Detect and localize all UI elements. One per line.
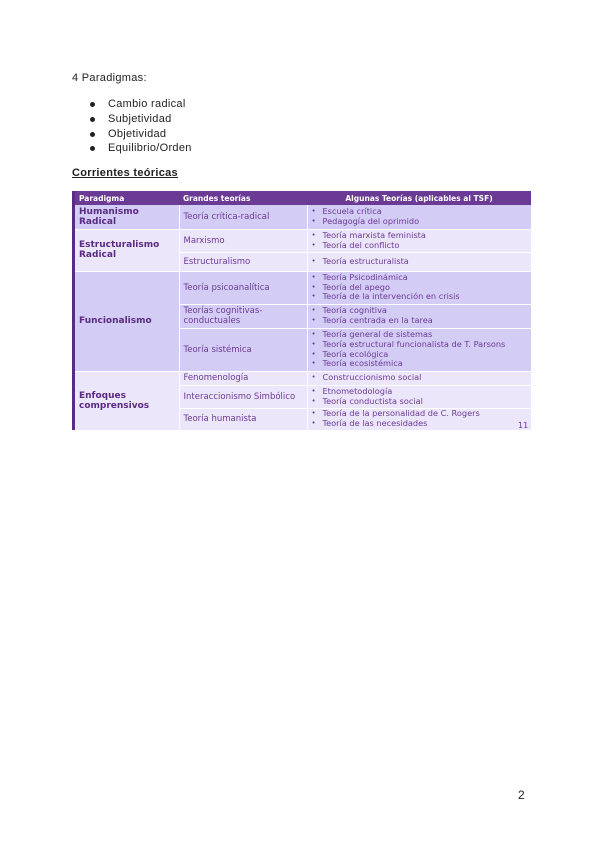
slide-number: 11 [518,421,529,430]
list-item: • Etnometodología [312,387,528,397]
table-row [75,271,531,304]
algunas-cell [307,328,531,371]
header-paradigma: Paradigma [75,191,179,205]
list-item: • Teoría de las necesidades [312,419,528,429]
teoria-cell: Teorías cognitivas-conductuales [179,304,307,328]
list-item: • Teoría cognitiva [312,306,528,316]
algunas-cell [307,205,531,229]
list-item: • Teoría Psicodinámica [312,273,528,283]
list-item: • Teoría centrada en la tarea [312,316,528,326]
theories-table-image [72,191,531,430]
paradigma-estructuralismo: Estructuralismo Radical [75,229,179,271]
section-title: Corrientes teóricas [72,167,178,179]
paradigms-list [90,97,192,156]
list-item: • Teoría del conflicto [312,241,528,251]
teoria-cell: Teoría psicoanalítica [179,271,307,304]
teoria-cell: Teoría humanista [179,408,307,430]
algunas-cell [307,304,531,328]
paradigma-funcionalismo: Funcionalismo [75,271,179,371]
page-number: 2 [518,788,525,802]
list-item: • Teoría general de sistemas [312,330,528,340]
table-row [75,205,531,229]
teoria-cell: Interaccionismo Simbólico [179,385,307,408]
list-item: • Escuela crítica [312,207,528,217]
table-header-row [75,191,531,205]
table-row [75,371,531,385]
list-item: Objetividad [90,127,192,142]
header-algunas-teorias: Algunas Teorías (aplicables al TSF) [307,191,531,205]
list-item: • Teoría marxista feminista [312,231,528,241]
teoria-cell: Estructuralismo [179,252,307,271]
header-grandes-teorias: Grandes teorías [179,191,307,205]
algunas-cell [307,371,531,385]
algunas-cell [307,271,531,304]
intro-text: 4 Paradigmas: [72,72,147,84]
list-item: Equilibrio/Orden [90,141,192,156]
list-item: • Teoría ecosistémica [312,359,528,369]
list-item: • Teoría estructural funcionalista de T. Parsons [312,340,528,350]
list-item: Subjetividad [90,112,192,127]
algunas-cell [307,252,531,271]
list-item: • Construccionismo social [312,373,528,383]
teoria-cell: Teoría sistémica [179,328,307,371]
list-item: Cambio radical [90,97,192,112]
list-item: • Teoría ecológica [312,350,528,360]
table-row [75,229,531,252]
list-item: • Teoría conductista social [312,397,528,407]
teoria-cell: Fenomenología [179,371,307,385]
teoria-cell: Marxismo [179,229,307,252]
list-item: • Teoría de la personalidad de C. Rogers [312,409,528,419]
paradigma-humanismo: Humanismo Radical [75,205,179,229]
list-item: • Teoría del apego [312,283,528,293]
theories-table [75,191,531,431]
list-item: • Teoría de la intervención en crisis [312,292,528,302]
algunas-cell [307,229,531,252]
algunas-cell [307,408,531,430]
algunas-cell [307,385,531,408]
list-item: • Teoría estructuralista [312,257,528,267]
teoria-cell: Teoría crítica-radical [179,205,307,229]
list-item: • Pedagogía del oprimido [312,217,528,227]
paradigma-enfoques: Enfoques comprensivos [75,371,179,430]
